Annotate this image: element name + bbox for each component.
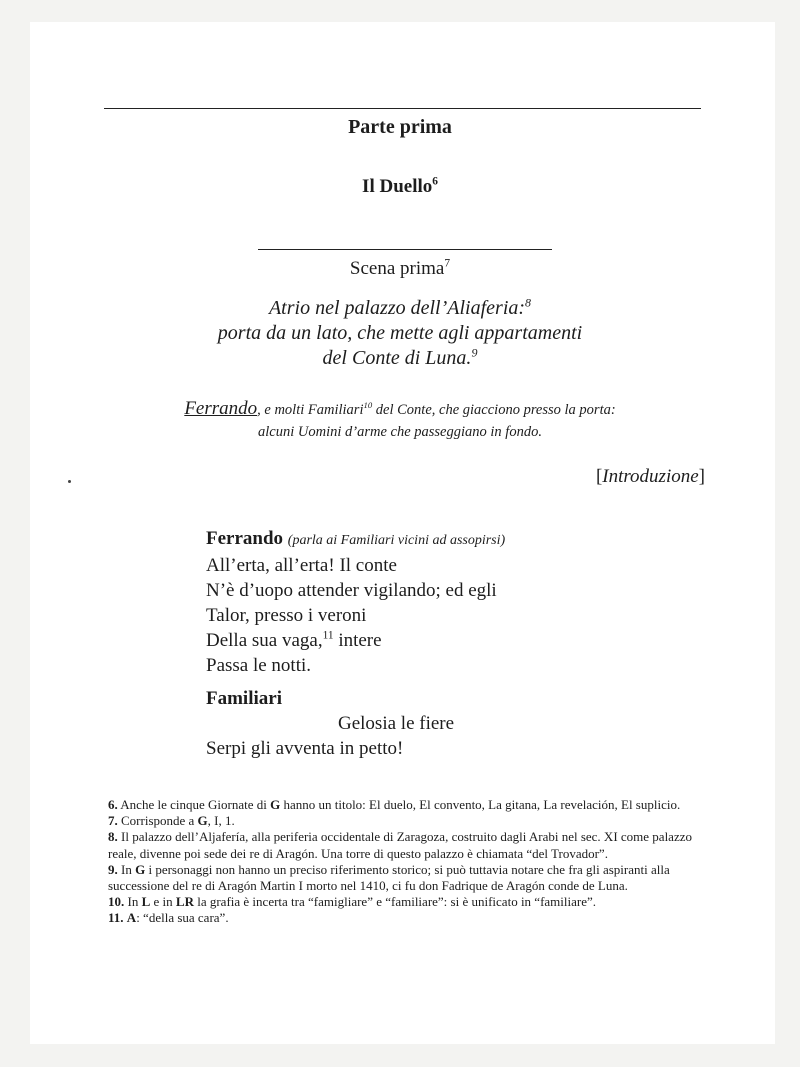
verse-line: Talor, presso i veroni — [206, 605, 367, 626]
footnotes — [108, 797, 704, 927]
footnote-ref: 10 — [363, 400, 373, 411]
verse-line: Passa le notti. — [206, 655, 312, 676]
scene-rule — [258, 249, 552, 250]
part-title: Parte prima — [348, 116, 452, 138]
act-title: Il Duello$^6$ — [362, 175, 438, 197]
libretto-text — [206, 526, 505, 761]
verse-line: Della sua vaga,$^{11}$ intere — [206, 629, 382, 651]
footnote: 8. Il palazzo dell’Aljafería, alla periferia occidentale di Zaragoza, costruito dagli Arabi nel sec. XI come palazzo reale, divenne poi sede dei re di Aragón. Una torre di questo palazzo è chiamata “del Trovador”. — [108, 829, 692, 861]
scene-setting: Atrio nel palazzo dell’Aliaferia:$^8$ porta da un lato, che mette agli appartamenti del Conte di Luna.$^9$ — [217, 295, 583, 369]
footnote: 6. Anche le cinque Giornate di G hanno un titolo: El duelo, El convento, La gitana, La revelación, El suplicio. — [108, 797, 681, 812]
footnote-ref: 11 — [322, 629, 334, 642]
footnote-ref: 6 — [432, 175, 438, 188]
scene-title: Scena prima$^7$ — [349, 257, 451, 279]
stage-direction: (parla ai Familiari vicini ad assopirsi) — [287, 533, 506, 548]
verse-line: Serpi gli avventa in petto! — [206, 738, 404, 759]
speaker-name: Familiari — [206, 688, 282, 709]
speaker-name: Ferrando — [206, 528, 284, 549]
footnote-ref: 9 — [471, 345, 478, 360]
character-name: Ferrando — [184, 398, 258, 419]
stray-mark — [68, 480, 71, 483]
footnote-ref: 7 — [444, 257, 451, 270]
footnote: 11. A: “della sua cara”. — [108, 910, 229, 926]
footnote: 7. Corrisponde a G, I, 1. — [108, 813, 235, 829]
footnote-ref: 8 — [525, 295, 532, 310]
verse-line: All’erta, all’erta! Il conte — [206, 555, 397, 576]
verse-line: N’è d’uopo attender vigilando; ed egli — [206, 580, 497, 601]
top-rule — [104, 108, 701, 109]
footnote: 9. In G i personaggi non hanno un preciso riferimento storico; si può tuttavia notare che fra gli aspiranti alla successione del re di Aragón Martin I morto nel 1410, ci fu don Fadrique de Aragón conde de Luna. — [108, 861, 670, 894]
section-marker: [Introduzione] — [595, 466, 705, 487]
verse-line: Gelosia le fiere — [338, 713, 455, 734]
characters-list: Ferrando, e molti Familiari$^{10}$ del Conte, che giacciono presso la porta: alcuni Uomini d’arme che passeggiano in fondo. — [184, 398, 616, 440]
footnote: 10. In L e in LR la grafia è incerta tra “famigliare” e “familiare”: si è unificato in “familiare”. — [108, 894, 597, 910]
